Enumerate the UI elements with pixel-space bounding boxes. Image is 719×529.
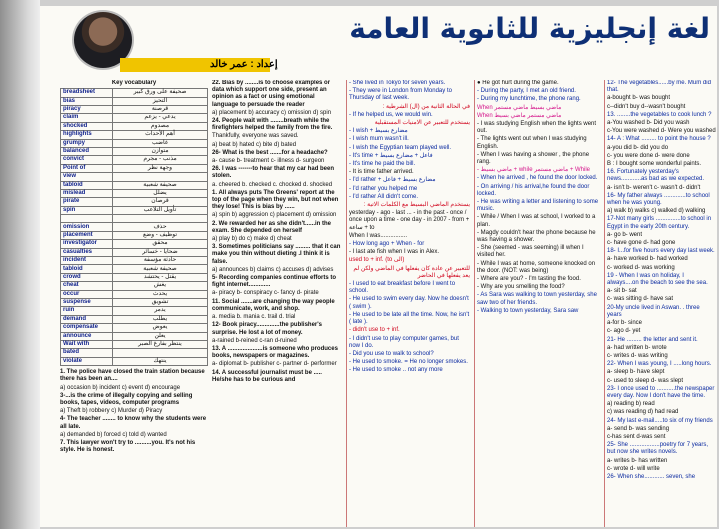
book-spine-shadow (0, 0, 40, 529)
vocab-english: grumpy (61, 139, 113, 147)
col5-line: c- writes d- was writing (607, 352, 668, 359)
vocab-arabic: التحيز (113, 97, 208, 105)
vocab-english: breadsheet (61, 89, 113, 97)
vocab-row (61, 273, 208, 281)
col4-line: - I was studying English when the lights went out. (477, 121, 597, 135)
col1_questions-line: 4- The teacher ........ to know why the students were all late. (60, 416, 207, 430)
col2-line: 11. Social .......are changing the way people communicate, work, and shop. (212, 298, 335, 312)
vocab-row (61, 105, 208, 113)
col3-line: يستخدم الماضي البسيط مع الكلمات الاتية : (363, 202, 470, 209)
col5-line: a- had written b- wrote (607, 344, 667, 351)
col5-line: 16- My father always .............to school when he was young. (607, 192, 710, 207)
col3-line: used to + inf. (to الى) (349, 257, 405, 264)
col5-line: a- writes b- has written (607, 457, 668, 464)
column-grammar-past (346, 80, 470, 527)
vocab-english: placement (61, 231, 113, 239)
col2-line: 14. A successful journalist must be ..... He/she has to be curious and (212, 369, 322, 383)
col1_questions-line: a) Theft b) robbery c) Murder d) Piracy (60, 408, 163, 415)
vocab-row (61, 357, 208, 365)
vocab-arabic: يغش (113, 282, 208, 290)
col3-line: للتعبير عن عادة كان يفعلها في الماضي ولكن لم يعد يفعلها في الحاضر (353, 265, 470, 279)
vocab-english: demand (61, 315, 113, 323)
col5-line: 21- He ......... the letter and sent it. (607, 336, 698, 343)
col4-line: - Walking to town yesterday, Sara saw (477, 307, 579, 314)
col5-line: 24- My last e-mail.....to six of my friends (607, 417, 713, 424)
vocab-row (61, 248, 208, 256)
vocab-arabic: وجهة نظر (113, 164, 208, 172)
col4-line: - ماضي بسيط + while ماضي مستمر + While (477, 167, 591, 174)
col5-line: 25- She ..................poetry for 7 years, but now she writes novels. (607, 442, 709, 456)
col3-line: - He used to swim every day. Now he doesn't ( swim ). (349, 296, 469, 310)
col3-line: - I wish the Egyptian team played well. (349, 144, 452, 151)
vocab-arabic: مذنب - مجرم (113, 156, 208, 164)
col2-line: a- diplomat b- publisher c- partner d- performer (212, 361, 337, 368)
vocab-row (61, 298, 208, 306)
column-questions-1 (212, 80, 342, 527)
vocab-row (61, 215, 208, 223)
col2-line: 3. Sometimes politicians say ......... that it can make you thin without dieting .I think it is false. (212, 244, 341, 265)
col5-line: 20-My uncle lived in Aswan. . three years (607, 304, 700, 318)
col1_questions-line: a) occasion b) incident c) event d) encourage (60, 384, 181, 391)
col5-line: 17-Not many girls ...............to school in Egypt in the early 20th century. (607, 216, 712, 230)
vocab-row (61, 164, 208, 172)
vocab-row (61, 257, 208, 265)
col3-line: - I last ate fish when I was in Alex. (349, 249, 440, 256)
vocab-row (61, 122, 208, 130)
vocab-heading: Key vocabulary (111, 80, 157, 86)
vocab-arabic: صحيفة شعبية (113, 181, 208, 189)
col1_questions-line: 3-...is the crime of illegally copying and selling books, tapes, videos, computer programs (60, 392, 193, 406)
vocab-english: incident (61, 257, 113, 265)
col5-line: a) reading b) read (607, 401, 655, 408)
col2-line: a-rained b-reined c-ran d-ruined (212, 337, 297, 344)
vocab-arabic: يطلب (113, 315, 208, 323)
vocab-row (61, 307, 208, 315)
col5-line: c- you were done d- were done (607, 152, 690, 159)
col4-line: - During the party, I met an old friend. (477, 88, 576, 95)
vocab-row (61, 340, 208, 348)
vocab-english: omission (61, 223, 113, 231)
col3-line: - I used to eat breakfast before I went to school. (349, 281, 456, 295)
vocab-arabic: يضلل (113, 189, 208, 197)
vocab-arabic: يدعي - يزعم (113, 114, 208, 122)
vocab-english: Point of (61, 164, 113, 172)
col3-line: When I was................ (349, 232, 408, 239)
col2-line: a. cheered b. checked c. chocked d. shocked (212, 181, 333, 188)
vocab-table (60, 88, 208, 366)
vocab-english: view (61, 173, 113, 181)
vocab-row (61, 349, 208, 357)
vocab-arabic: يحدث (113, 290, 208, 298)
col5-line: 13. ........the vegetables to cook lunch ? (607, 111, 712, 118)
col5-line: a) walk b) walks c) walked d) walking (607, 208, 706, 215)
vocab-arabic: تأويل التلاعب (113, 206, 208, 214)
vocab-arabic: صحيفة على ورق كبير (113, 89, 208, 97)
col4-line: When ماضي بسيط ماضي مستمر (477, 104, 562, 111)
vocab-english: tabloid (61, 265, 113, 273)
col2-line: Thankfully, everyone was saved. (212, 133, 299, 140)
col5-line: 23- I once used to ...........the newspaper every day. Now I don't have the time. (607, 385, 715, 399)
col3-line: - It is time father arrived. (349, 169, 414, 176)
vocab-arabic (113, 349, 208, 357)
col5-line: 19 - When I was on holiday, I always....on the beach to see the sea. (607, 272, 708, 287)
col5-line: c- worked d- was working (607, 264, 675, 271)
vocab-arabic: ضحايا - خسائر (113, 248, 208, 256)
vocab-row (61, 131, 208, 139)
col3-line: - I'd rather All didn't come. (349, 193, 418, 200)
col2-line: a) play b) do c) make d) cheat (212, 236, 292, 243)
vocab-english: highlights (61, 131, 113, 139)
vocab-english: tabloid (61, 181, 113, 189)
col2-line: 22. Bias by ........is to choose examples or data which support one side, present an opinion as a fact or using emotional language to persuade the reader (212, 80, 331, 108)
col5-line: 18- I...for five hours every day last week. (607, 248, 715, 255)
col2-line: a. media b. mania c. trail d. trial (212, 314, 296, 321)
col5-line: 12- The vegetables......by me. Mum did that. (607, 80, 711, 94)
col2-line: a) placement b) accuracy c) omission d) spin (212, 109, 332, 116)
vocab-row (61, 332, 208, 340)
vocab-row (61, 231, 208, 239)
col5-line: a- have worked b- had worked (607, 256, 688, 263)
col4-line: - On arriving / his arrival,he found the door locked. (477, 183, 590, 197)
vocab-english: violate (61, 357, 113, 365)
vocab-english: balanced (61, 147, 113, 155)
col2-line: a- cause b- treatment c- illness d- surgeon (212, 158, 325, 165)
vocab-arabic: يعوض (113, 324, 208, 332)
col4-line: - When he arrived , he found the door locked. (477, 175, 598, 182)
col5-line: 26- When she............ seven, she (607, 473, 696, 480)
col3-line: يستخدم للتعبير عن الامنيات المستقبلية (374, 120, 470, 127)
vocab-english: crowd (61, 273, 113, 281)
col4-line: - While / When I was at school, I worked to a plan. (477, 214, 596, 228)
col2-line: 1. All always puts The Greens' report at the top of the page when they win, but not when they lose! This is bias by ...... (212, 189, 339, 211)
col5-line: a- send b- was sending (607, 425, 670, 432)
col2-line: 26- What is the best .......for a headache? (212, 149, 328, 156)
vocab-english: casualties (61, 248, 113, 256)
col5-line: 16. Fortunately yesterday's news............as bad as we expected. (607, 169, 705, 183)
col2-line: a) spin b) aggression c) placement d) omission (212, 212, 337, 219)
page-header (40, 6, 717, 80)
col5-line: a- sit b- sat (607, 288, 637, 295)
col5-line: c) was reading d) had read (607, 409, 679, 416)
vocab-row (61, 97, 208, 105)
vocab-row (61, 189, 208, 197)
vocab-row (61, 240, 208, 248)
col3-line: - I'd rather + مضارع بسيط + فاعل (349, 177, 436, 184)
col5-line: a-bought b- was bought (607, 95, 671, 102)
col5-line: B : I bought some wonderful paints. (607, 161, 702, 168)
vocab-arabic (113, 215, 208, 223)
col4-line: ● He got hurt during the game. (477, 80, 559, 86)
col5-line: c- have gone d- had gone (607, 240, 676, 247)
col2-line: 24. People wait with ........breath while the firefighters helped the family from the fire. (212, 118, 333, 132)
col1_questions-line: a) demanded b) forced c) told d) wanted (60, 431, 167, 438)
col2-line: 5- Recording companies continue efforts to fight internet............. (212, 275, 337, 289)
col2-line: 26. I was -------to hear that my car had been stolen. (212, 166, 335, 180)
vocab-row (61, 290, 208, 298)
vocab-row (61, 114, 208, 122)
vocab-arabic: ينتظر بفارغ الصبر (113, 340, 208, 348)
col4-line: - When I was having a shower , the phone rang. (477, 151, 590, 166)
col1_questions-line: 1. The police have closed the train station because there has been an.... (60, 369, 205, 383)
vocab-arabic: محقق (113, 240, 208, 248)
col4-line: - Why are you smelling the food? (477, 284, 565, 291)
col3-line: - He used to smoke. = He no longer smokes. (349, 359, 468, 366)
vocab-arabic: تشويق (113, 298, 208, 306)
vocab-arabic: صحيفة شعبية (113, 265, 208, 273)
vocab-english: announce (61, 332, 113, 340)
vocab-arabic: قرصان (113, 198, 208, 206)
col4-line: - She (seemed - was seeming) ill when I visited her. (477, 245, 584, 259)
vocab-row (61, 265, 208, 273)
vocab-english: suspense (61, 298, 113, 306)
col3-line: - They were in London from Monday to Thursday of last week. (349, 88, 452, 102)
document-page (40, 6, 717, 527)
vocab-english: Wait with (61, 340, 113, 348)
vocab-english: shocked (61, 122, 113, 130)
col2-line: 2. We rewarded her as she didn't......in the exam. She depended on herself (212, 220, 332, 234)
col3-line: - She lived in Tokyo for seven years. (349, 80, 446, 86)
vocab-english: compensate (61, 324, 113, 332)
col3-line: - I wish + مضارع بسيط (349, 128, 408, 135)
vocab-row (61, 147, 208, 155)
col5-line: a- sleep b- have slept (607, 369, 665, 376)
vocab-arabic: أهم الأحداث (113, 131, 208, 139)
vocab-english (61, 215, 113, 223)
col3-line: - If he helped us, we would win. (349, 111, 433, 118)
vocab-english: cheat (61, 282, 113, 290)
col3-line: - How long ago + When - for (349, 241, 425, 248)
vocab-row (61, 156, 208, 164)
vocab-arabic: يدمر (113, 307, 208, 315)
vocab-english: mislead (61, 189, 113, 197)
vocab-row (61, 173, 208, 181)
col3-line: - It's time he paid the bill. (349, 161, 416, 168)
col5-line: c- ago d- yet (607, 328, 641, 335)
vocab-arabic: يعلن (113, 332, 208, 340)
vocab-english: bated (61, 349, 113, 357)
col5-line: a-for b- since (607, 320, 643, 327)
col2-line: 12- Book piracy..............the publisher's surprise. He lost a lot of money. (212, 322, 323, 336)
vocab-row (61, 206, 208, 214)
author-name: إعداد : عمر خالد (210, 59, 278, 70)
col5-line: 14- A : What ......... to point the house ? (607, 136, 711, 143)
col4-line: - He was writing a letter and listening to some music. (477, 199, 599, 213)
col3-line: - He used to smoke .. not any more (349, 367, 443, 374)
vocab-english: spin (61, 206, 113, 214)
column-grammar-continuous (474, 80, 600, 527)
vocab-arabic (113, 173, 208, 181)
col5-line: a-You washed b- Did you wash (607, 120, 690, 127)
col5-line: c-You were washed d- Were you washed (607, 128, 716, 135)
vocab-arabic: ينتهك (113, 357, 208, 365)
vocab-english: ruin (61, 307, 113, 315)
col5-line: c-has sent d-was sent (607, 433, 666, 440)
col5-line: c--didn't buy d--wasn't bought (607, 103, 686, 110)
col4-line: - While I was at home, someone knocked on the door. (NOT: was being) (477, 260, 596, 274)
col3-line: - I wish mum wasn't ill. (349, 136, 409, 143)
vocab-row (61, 223, 208, 231)
col3-line: - It's time + فاعل + مضارع بسيط (349, 152, 433, 159)
vocab-row (61, 324, 208, 332)
col4-line: - During my lunchtime, the phone rang. (477, 96, 581, 103)
vocab-english: bias (61, 97, 113, 105)
page-title: لغة إنجليزية للثانوية العامة (349, 12, 710, 45)
col5-line: a- go b- went (607, 231, 643, 238)
col2-line: a) beat b) hated c) bite d) bated (212, 141, 297, 148)
vocab-row (61, 89, 208, 97)
vocab-row (61, 282, 208, 290)
col3-line: - I didn't use to play computer games, but now I do. (349, 335, 459, 349)
vocab-arabic: حذف (113, 223, 208, 231)
col4-line: - As Sara was walking to town yesterday, she saw two of her friends. (477, 292, 597, 306)
vocab-arabic: قرصنة (113, 105, 208, 113)
col3-line: في الحالة الثانية من (ال) الشرطية : (382, 103, 470, 110)
vocab-english: claim (61, 114, 113, 122)
vocab-arabic: توظيف - وضع (113, 231, 208, 239)
col1_questions-line: 7. This lawyer won't try to ..........you. It's not his style. He is honest. (60, 439, 196, 454)
col4-line: - Where are you? - I'm tasting the food. (477, 276, 581, 283)
col4-line: - The lights went out when I was studying English. (477, 136, 587, 150)
vocab-english: convict (61, 156, 113, 164)
col5-line: a- isn't b- weren't c- wasn't d- didn't (607, 184, 701, 191)
col4-line: - Magdy couldn't hear the phone because he was having a shower. (477, 229, 596, 244)
vocab-row (61, 181, 208, 189)
vocab-english: occur (61, 290, 113, 298)
vocab-english: investigator (61, 240, 113, 248)
col3-line: - Did you use to walk to school? (349, 350, 434, 357)
col4-line: When ماضي مستمر ماضي بسيط (477, 112, 562, 119)
vocab-row (61, 198, 208, 206)
vocab-arabic: يقتل - يحتشد (113, 273, 208, 281)
vocab-english: pirate (61, 198, 113, 206)
col5-line: c- was sitting d- have sat (607, 296, 674, 303)
col3-line: - didn't use to + inf. (349, 327, 400, 334)
vocab-arabic: متوازن (113, 147, 208, 155)
vocab-arabic: حادثة مؤسفة (113, 257, 208, 265)
column-questions-2 (604, 80, 716, 527)
col3-line: - He used to be late all the time. Now, he isn't ( late ). (349, 311, 470, 326)
col5-line: c- wrote d- will write (607, 465, 660, 472)
vocab-arabic: غاضب (113, 139, 208, 147)
col5-line: 22- When I was young, I .....long hours. (607, 361, 712, 368)
col2-line: 13. A .....................is someone who produces books, newspapers or magazines. (212, 345, 338, 360)
col3-line: yesterday - ago - last ... - in the past - once / once upon a time - one day - in 2007 - from + ساعة + to (349, 210, 470, 231)
vocab-english: piracy (61, 105, 113, 113)
col3-line: - I'd rather you helped me (349, 185, 418, 192)
column-vocabulary (60, 80, 208, 527)
vocab-arabic: مصدوم (113, 122, 208, 130)
vocab-row (61, 139, 208, 147)
vocab-row (61, 315, 208, 323)
col5-line: a-you did b- did you do (607, 144, 669, 151)
col5-line: c- used to sleep d- was slept (607, 377, 684, 384)
col2-line: a) announces b) claims c) accuses d) advises (212, 266, 334, 273)
col2-line: a- piracy b- conspiracy c- fancy d- pirate (212, 290, 319, 297)
